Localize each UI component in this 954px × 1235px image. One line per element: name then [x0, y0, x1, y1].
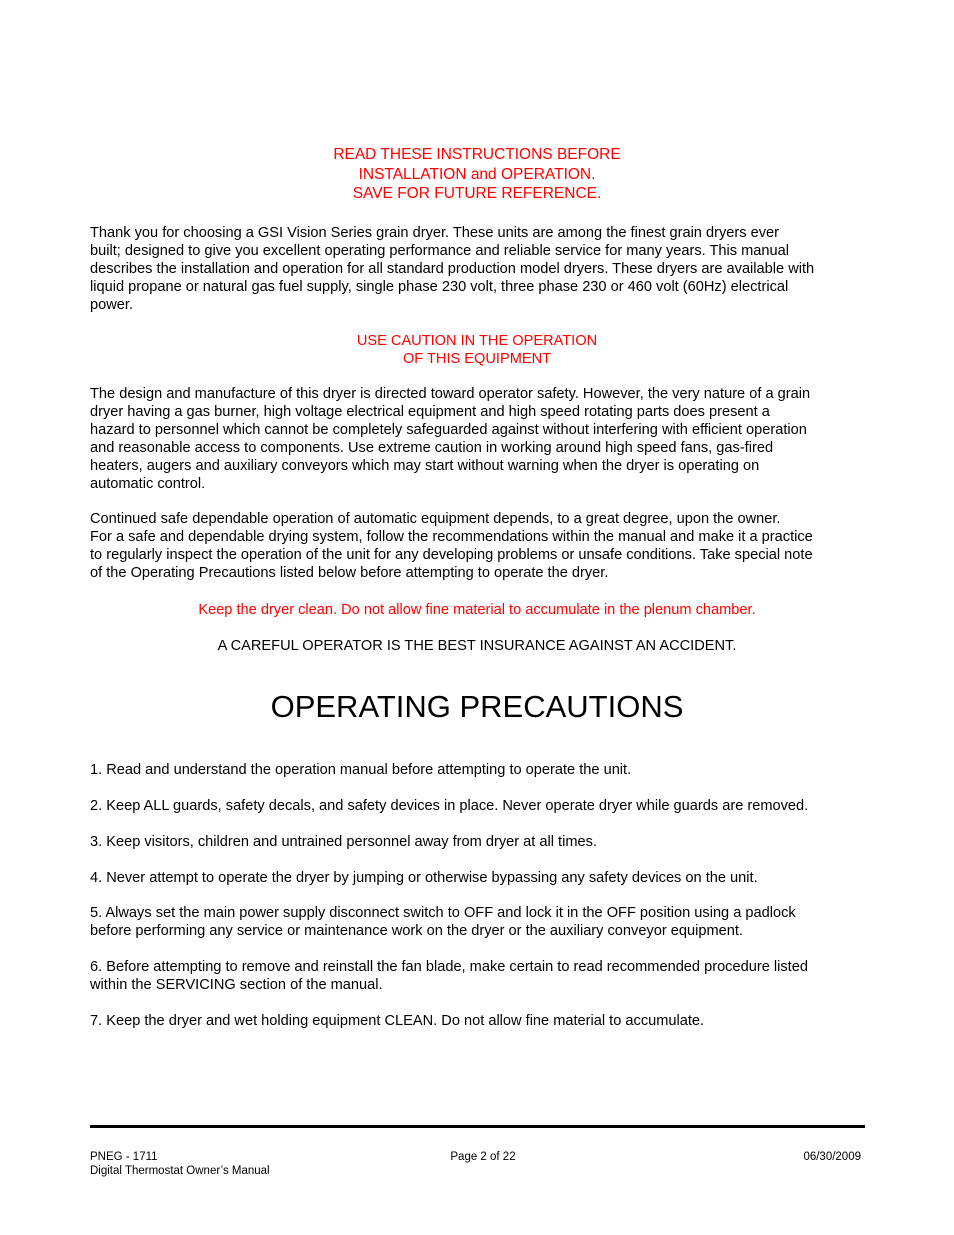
section-title: OPERATING PRECAUTIONS: [270, 689, 684, 724]
precaution-line: before performing any service or maintenance work on the dryer or the auxiliary conveyor equipment.: [90, 922, 743, 939]
paragraph-line: heaters, augers and auxiliary conveyors which may start without warning when the dryer is operating on: [90, 457, 760, 474]
paragraph-line: Thank you for choosing a GSI Vision Series grain dryer. These units are among the finest grain dryers ever: [90, 225, 779, 241]
paragraph-line: to regularly inspect the operation of the unit for any developing problems or unsafe conditions. Take special note: [90, 546, 813, 563]
notice-line: READ THESE INSTRUCTIONS BEFORE: [333, 146, 621, 163]
precaution-line: 2. Keep ALL guards, safety decals, and safety devices in place. Never operate dryer while guards are removed.: [90, 798, 809, 814]
paragraph-line: and reasonable access to components. Use extreme caution in working around high speed fans, gas-fired: [90, 439, 774, 456]
paragraph-line: power.: [90, 296, 133, 313]
precaution-line: 5. Always set the main power supply disconnect switch to OFF and lock it in the OFF position using a padlock: [90, 905, 796, 921]
paragraph-line: automatic control.: [90, 475, 206, 492]
notice-line: SAVE FOR FUTURE REFERENCE.: [352, 185, 602, 202]
intro-paragraph: [90, 225, 868, 315]
paragraph-line: hazard to personnel which cannot be completely safeguarded against without interfering with efficient operation: [90, 421, 807, 438]
precaution-line: 7. Keep the dryer and wet holding equipment CLEAN. Do not allow fine material to accumulate.: [90, 1013, 705, 1029]
clean-notice: [90, 601, 864, 619]
insurance-line: A CAREFUL OPERATOR IS THE BEST INSURANCE AGAINST AN ACCIDENT.: [217, 638, 737, 654]
footer-page-number: Page 2 of 22: [450, 1151, 516, 1163]
paragraph-line: For a safe and dependable drying system, follow the recommendations within the manual and make it a practice: [90, 528, 813, 545]
precaution-line: 6. Before attempting to remove and reinstall the fan blade, make certain to read recommended procedure listed: [90, 959, 808, 975]
paragraph-line: liquid propane or natural gas fuel supply, single phase 230 volt, three phase 230 or 460 volt (60Hz) electrical: [90, 278, 789, 295]
paragraph-line: describes the installation and operation for all standard production model dryers. These dryers are available with: [90, 260, 815, 277]
notice-line: Keep the dryer clean. Do not allow fine material to accumulate in the plenum chamber.: [198, 602, 756, 618]
notice-line: OF THIS EQUIPMENT: [402, 351, 552, 367]
precaution-line: 3. Keep visitors, children and untrained personnel away from dryer at all times.: [90, 834, 597, 850]
precaution-line: 1. Read and understand the operation manual before attempting to operate the unit.: [90, 762, 632, 778]
paragraph-line: The design and manufacture of this dryer is directed toward operator safety. However, the very nature of a grain: [90, 386, 811, 402]
precaution-line: 4. Never attempt to operate the dryer by jumping or otherwise bypassing any safety devices on the unit.: [90, 870, 758, 886]
precaution-item: [90, 834, 868, 852]
paragraph-line: dryer having a gas burner, high voltage electrical equipment and high speed rotating parts does present a: [90, 403, 770, 420]
paragraph-line: of the Operating Precautions listed below before attempting to operate the dryer.: [90, 564, 609, 581]
precaution-item: [90, 798, 868, 816]
precaution-item: [90, 905, 868, 941]
footer-doc-title: Digital Thermostat Owner’s Manual: [90, 1165, 270, 1177]
read-instructions-notice: [90, 145, 864, 204]
precaution-item: [90, 1013, 868, 1031]
precaution-item: [90, 762, 868, 780]
notice-line: USE CAUTION IN THE OPERATION: [356, 333, 598, 349]
precaution-item: [90, 870, 868, 888]
caution-notice: [90, 332, 864, 368]
owner-paragraph: [90, 511, 868, 583]
precaution-line: within the SERVICING section of the manual.: [90, 976, 383, 993]
paragraph-line: built; designed to give you excellent operating performance and reliable service for many years. This manual: [90, 242, 789, 259]
footer-date: 06/30/2009: [803, 1151, 861, 1163]
precaution-item: [90, 959, 868, 995]
footer-doc-number: PNEG - 1711: [90, 1151, 158, 1163]
footer-divider: [90, 1125, 865, 1128]
paragraph-line: Continued safe dependable operation of automatic equipment depends, to a great degree, upon the owner.: [90, 511, 781, 527]
safety-paragraph: [90, 386, 868, 493]
notice-line: INSTALLATION and OPERATION.: [358, 165, 596, 183]
